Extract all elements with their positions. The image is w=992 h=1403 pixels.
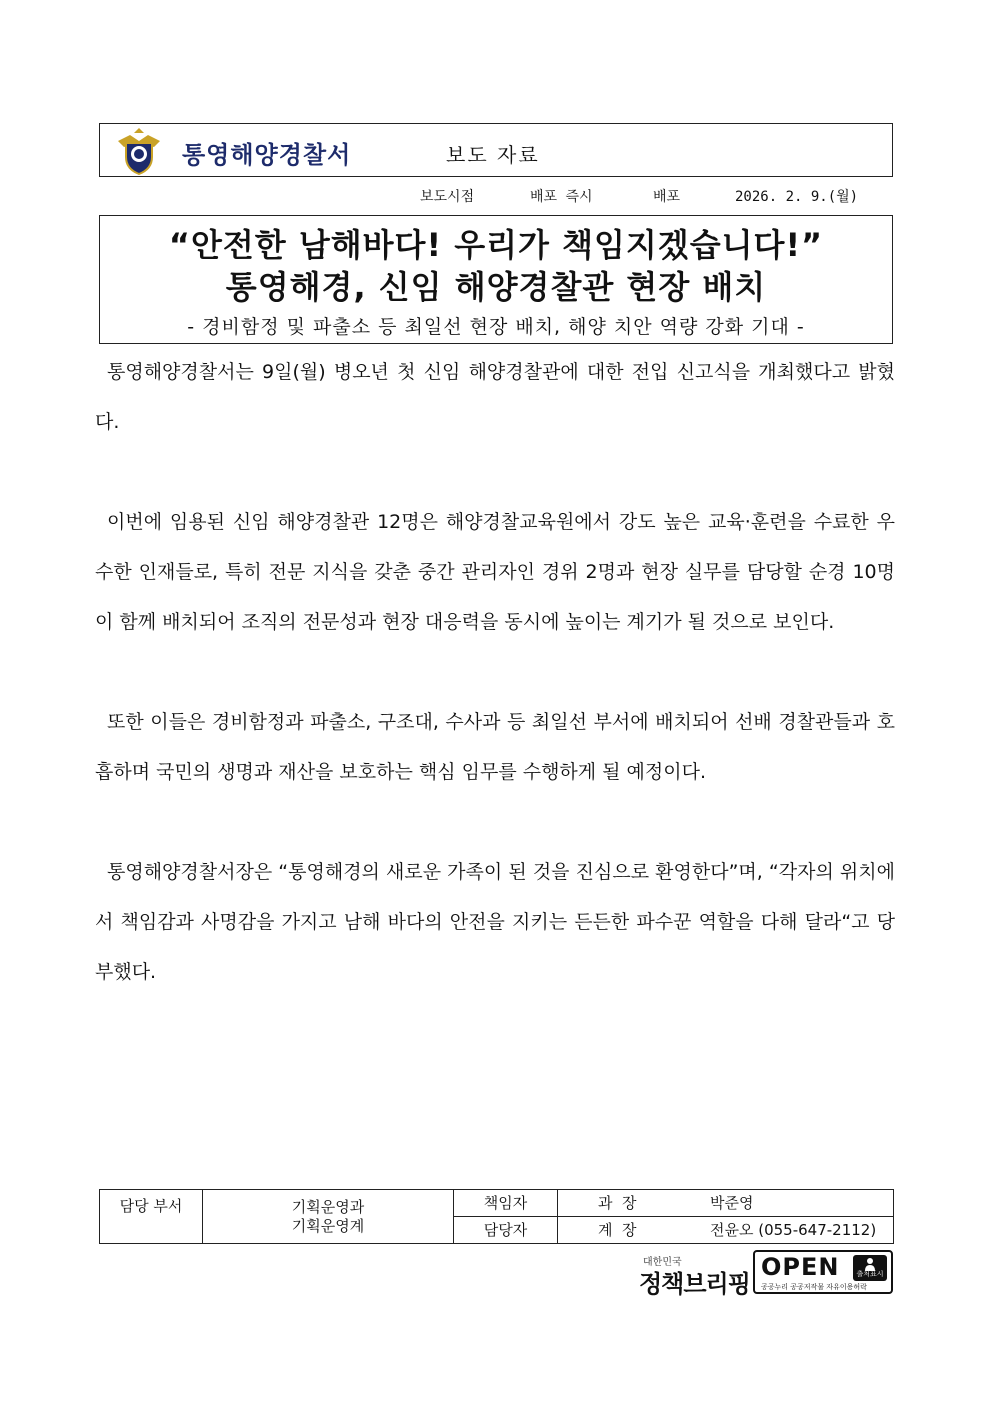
- attribution-badge: [853, 1255, 887, 1281]
- team-name: 기획운영계: [291, 1217, 365, 1235]
- person-cell: [558, 1190, 894, 1217]
- contact-table: [99, 1189, 894, 1244]
- org-name: 통영해양경찰서: [182, 141, 352, 169]
- paragraph: 통영해양경찰서장은 “통영해경의 새로운 가족이 된 것을 진심으로 환영한다”며, “각자의 위치에서 책임감과 사명감을 가지고 남해 바다의 안전을 지키는 든든한 파수꾼 역할을 다해 달라“고 당부했다.: [95, 861, 895, 983]
- article-body: [95, 347, 895, 1047]
- person-title: 계 장: [598, 1221, 637, 1239]
- dept-name: 기획운영과: [291, 1198, 365, 1216]
- person-name: 박준영: [710, 1194, 754, 1212]
- dept-label: 담당 부서: [119, 1197, 183, 1215]
- footer-logos: [635, 1250, 895, 1296]
- coast-guard-emblem-icon: [116, 127, 162, 175]
- person-title: 과 장: [598, 1194, 637, 1212]
- paragraph: 통영해양경찰서는 9일(월) 병오년 첫 신임 해양경찰관에 대한 전입 신고식을 개최했다고 밝혔다.: [95, 361, 895, 433]
- dept-label-cell: [100, 1190, 203, 1244]
- release-timing: 배포 즉시: [530, 189, 593, 205]
- subtitle: - 경비함정 및 파출소 등 최일선 현장 배치, 해양 치안 역량 강화 기대 -: [187, 316, 805, 338]
- title-box: [99, 215, 893, 344]
- badge-text: 출처표시: [856, 1270, 884, 1278]
- release-date: 2026. 2. 9.(월): [735, 189, 859, 205]
- person-cell: [558, 1217, 894, 1244]
- release-line: [0, 186, 992, 208]
- paragraph: 이번에 임용된 신임 해양경찰관 12명은 해양경찰교육원에서 강도 높은 교육·훈련을 수료한 우수한 인재들로, 특히 전문 지식을 갖춘 중간 관리자인 경위 2명과 현장 실무를 담당할 순경 10명이 함께 배치되어 조직의 전문성과 현장 대응력을 동시에 높이는 계기가 될 것으로 보인다.: [95, 511, 895, 633]
- role-cell: 책임자: [454, 1190, 558, 1217]
- header-box: [99, 123, 893, 177]
- briefing-logo-text: 정책브리핑: [639, 1270, 750, 1298]
- paragraph: 또한 이들은 경비함정과 파출소, 구조대, 수사과 등 최일선 부서에 배치되어 선배 경찰관들과 호흡하며 국민의 생명과 재산을 보호하는 핵심 임무를 수행하게 될 예정이다.: [95, 711, 895, 783]
- role-cell: 담당자: [454, 1217, 558, 1244]
- person-name: 전윤오 (055-647-2112): [710, 1221, 877, 1239]
- open-subtext: 공공누리 공공저작물 자유이용허락: [761, 1283, 867, 1291]
- kogl-open-logo: [753, 1250, 893, 1294]
- release-label: 보도시점: [420, 189, 475, 205]
- doc-type: 보도 자료: [446, 143, 540, 167]
- briefing-small-text: 대한민국: [643, 1257, 682, 1268]
- dept-names-cell: [203, 1190, 454, 1244]
- open-text: OPEN: [761, 1253, 840, 1281]
- headline: “안전한 남해바다! 우리가 책임지겠습니다!”: [168, 226, 824, 264]
- distribution-label: 배포: [653, 189, 681, 205]
- headline-second: 통영해경, 신임 해양경찰관 현장 배치: [225, 268, 767, 306]
